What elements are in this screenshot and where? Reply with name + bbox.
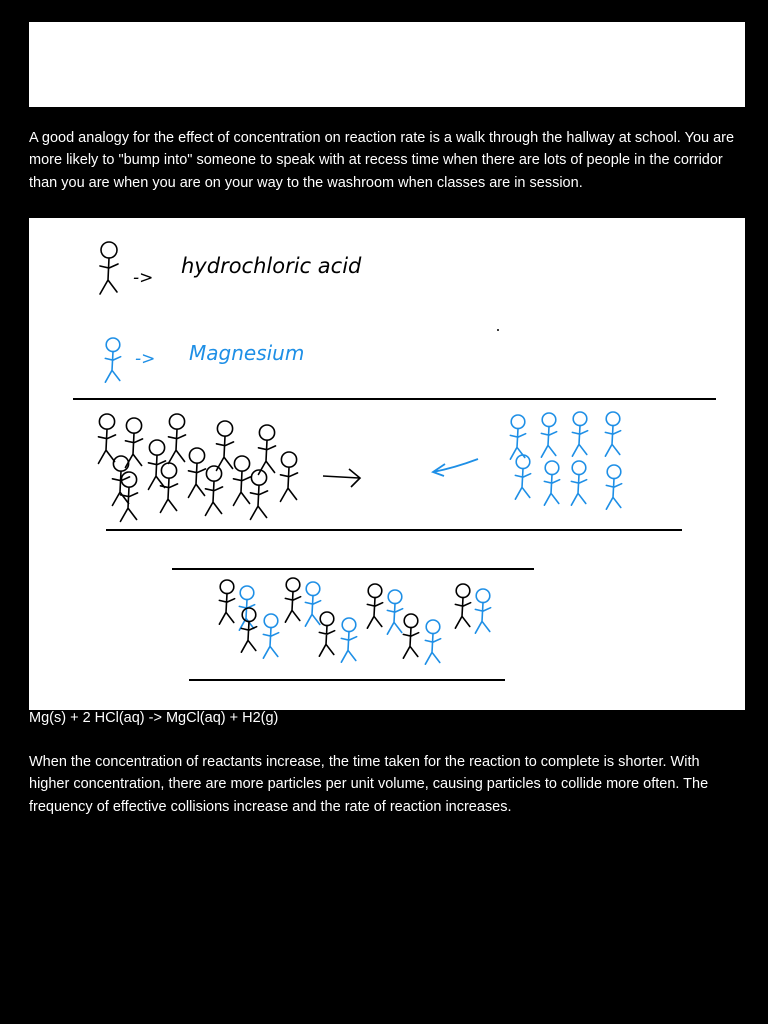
acid-particle	[216, 421, 233, 470]
stray-dot	[497, 329, 499, 331]
acid-particle	[280, 452, 297, 501]
acid-particle	[188, 448, 205, 497]
magnesium-crowd-before	[510, 412, 621, 509]
conclusion-paragraph: When the concentration of reactants increase, the time taken for the reaction to complete is shorter. With higher concentration, there are more particles per unit volume, causing particles to collide more often. The frequency of effective collisions increase and the rate of reaction increases.	[29, 754, 709, 815]
magnesium-particle	[510, 415, 525, 459]
handwritten-diagram	[29, 218, 745, 710]
acid-particle	[250, 470, 267, 519]
acid-particle	[98, 414, 115, 463]
magnesium-particle	[387, 590, 402, 634]
magnesium-particle	[605, 412, 620, 456]
magnesium-stick-figure	[105, 338, 120, 382]
acid-particle	[241, 608, 256, 652]
magnesium-particle	[572, 412, 587, 456]
mixed-crowd-after	[219, 578, 490, 664]
acid-particle	[319, 612, 334, 656]
right-arrow-icon	[323, 469, 360, 487]
magnesium-particle	[341, 618, 356, 662]
acid-particle	[168, 414, 185, 463]
intro-paragraph: A good analogy for the effect of concentration on reaction rate is a walk through the hallway at school. You are more likely to "bump into" someone to speak with at recess time when there are lots of people in the corridor than you are when you are on your way to the washroom when classes are in session.	[29, 130, 735, 191]
legend-acid-label: hydrochloric acid	[181, 254, 362, 278]
magnesium-particle	[475, 589, 490, 633]
magnesium-particle	[606, 465, 621, 509]
acid-crowd-before	[98, 414, 297, 521]
acid-particle	[205, 466, 222, 515]
acid-particle	[367, 584, 382, 628]
acid-particle	[148, 440, 165, 489]
acid-particle	[285, 578, 300, 622]
reaction-equation: Mg(s) + 2 HCl(aq) -> MgCl(aq) + H2(g)	[29, 710, 279, 726]
legend-mg-arrow: ->	[135, 349, 156, 369]
acid-particle	[233, 456, 250, 505]
magnesium-particle	[425, 620, 440, 664]
acid-particle	[160, 463, 177, 512]
left-arrow-icon	[433, 459, 478, 476]
acid-particle	[455, 584, 470, 628]
legend-mg-label: Magnesium	[189, 341, 305, 365]
magnesium-stick-figure-icon	[105, 338, 120, 382]
magnesium-particle	[515, 455, 530, 499]
magnesium-particle	[305, 582, 320, 626]
magnesium-particle	[544, 461, 559, 505]
magnesium-particle	[541, 413, 556, 457]
magnesium-particle	[571, 461, 586, 505]
blank-header-box	[29, 22, 745, 107]
legend-acid-arrow: ->	[133, 268, 154, 288]
magnesium-particle	[263, 614, 278, 658]
diagram-legend	[100, 242, 499, 382]
acid-particle	[219, 580, 234, 624]
acid-stick-figure-icon	[100, 242, 118, 294]
acid-stick-figure	[100, 242, 118, 294]
acid-particle	[403, 614, 418, 658]
acid-particle	[258, 425, 275, 474]
